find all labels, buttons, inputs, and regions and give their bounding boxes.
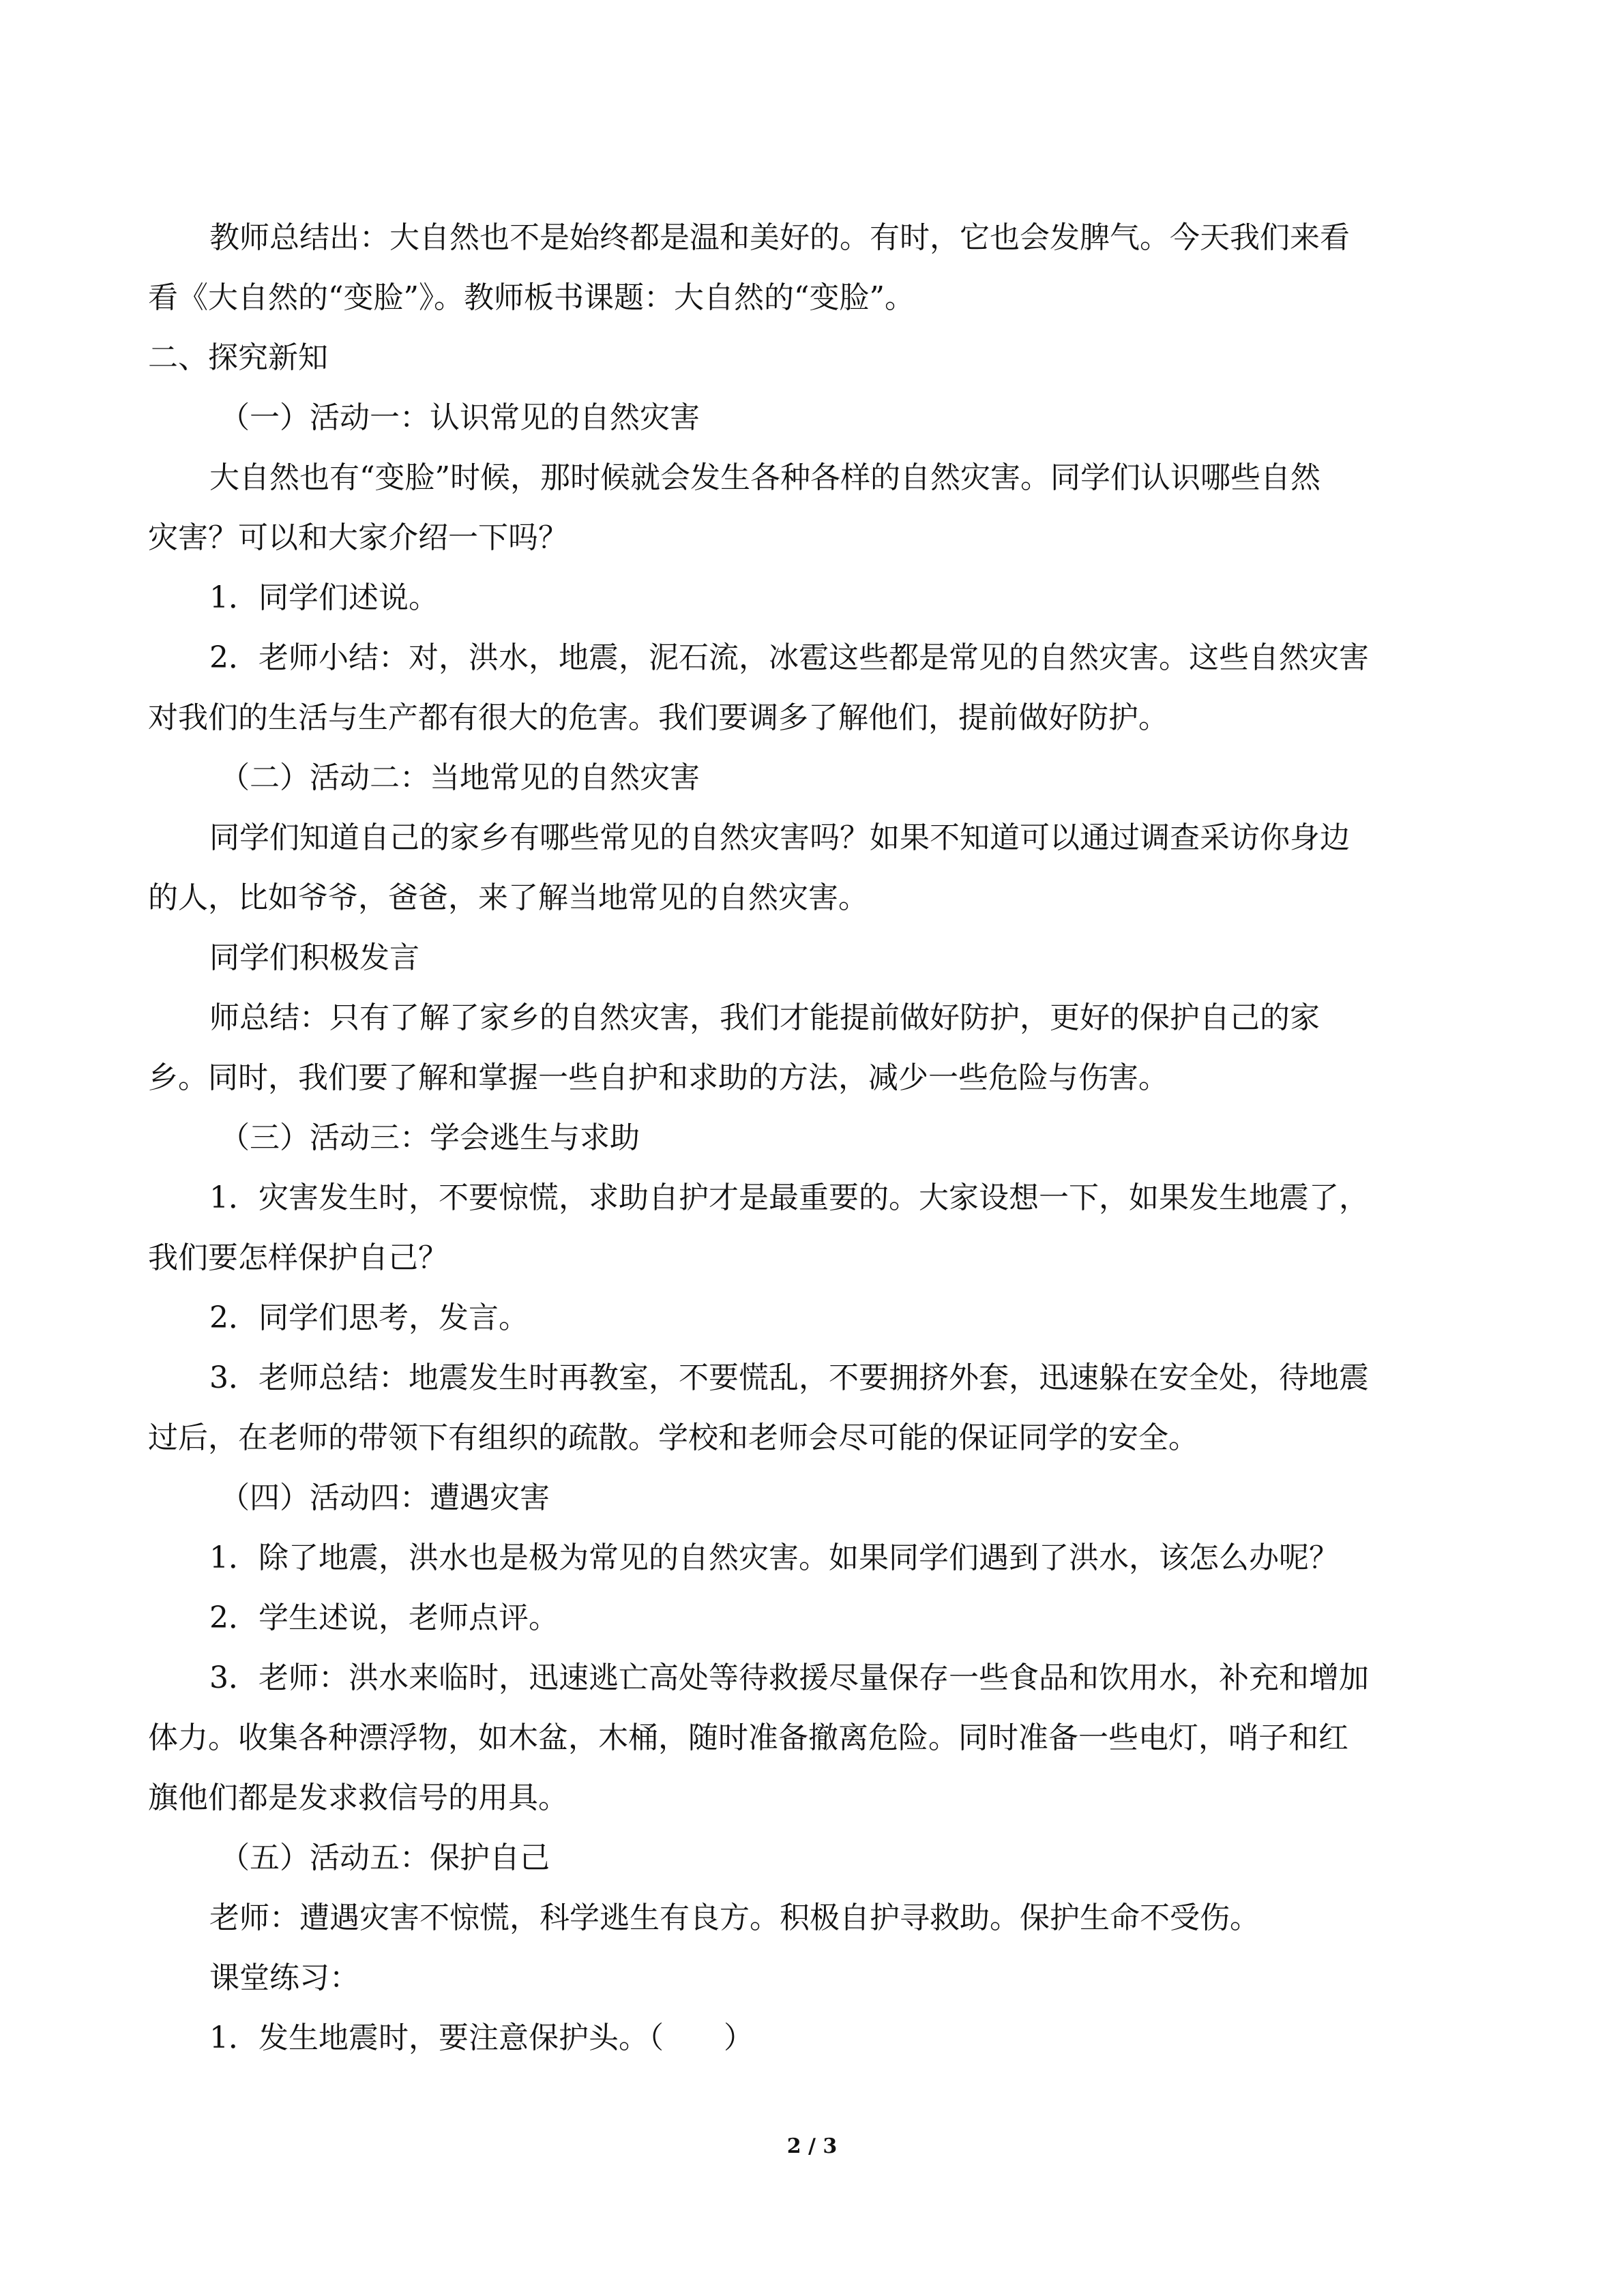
- text-line: 灾害？可以和大家介绍一下吗？: [148, 520, 568, 555]
- text-line: 2．老师小结：对，洪水，地震，泥石流，冰雹这些都是常见的自然灾害。这些自然灾害: [209, 640, 1369, 675]
- text-line: 我们要怎样保护自己？: [148, 1240, 448, 1275]
- text-line: 3．老师总结：地震发生时再教室，不要慌乱，不要拥挤外套，迅速躲在安全处，待地震: [209, 1360, 1369, 1395]
- text-line: （二）活动二：当地常见的自然灾害: [220, 760, 700, 795]
- text-line: 1．同学们述说。: [209, 580, 439, 615]
- text-line: 旗他们都是发求救信号的用具。: [148, 1780, 568, 1815]
- text-line: （三）活动三：学会逃生与求助: [220, 1120, 640, 1155]
- page-number: 2 / 3: [786, 2134, 838, 2158]
- text-line: （五）活动五：保护自己: [220, 1840, 550, 1875]
- text-line: 二、探究新知: [148, 340, 328, 375]
- text-line: （四）活动四：遭遇灾害: [220, 1480, 550, 1515]
- text-line: 乡。同时，我们要了解和掌握一些自护和求助的方法，减少一些危险与伤害。: [148, 1060, 1168, 1095]
- text-line: （一）活动一：认识常见的自然灾害: [220, 400, 700, 435]
- text-line: 3．老师：洪水来临时，迅速逃亡高处等待救援尽量保存一些食品和饮用水，补充和增加: [209, 1660, 1369, 1695]
- text-line: 大自然也有“变脸”时候，那时候就会发生各种各样的自然灾害。同学们认识哪些自然: [209, 460, 1320, 495]
- text-line: 课堂练习：: [209, 1960, 359, 1995]
- text-line: 同学们积极发言: [209, 940, 419, 975]
- text-line: 1．除了地震，洪水也是极为常见的自然灾害。如果同学们遇到了洪水，该怎么办呢？: [209, 1540, 1339, 1575]
- text-line: 2．同学们思考，发言。: [209, 1300, 529, 1335]
- text-line: 同学们知道自己的家乡有哪些常见的自然灾害吗？如果不知道可以通过调查采访你身边: [209, 820, 1350, 855]
- text-line: 老师：遭遇灾害不惊慌，科学逃生有良方。积极自护寻救助。保护生命不受伤。: [209, 1900, 1260, 1935]
- text-line: 1．发生地震时，要注意保护头。（ ）: [209, 2021, 754, 2055]
- text-line: 师总结：只有了解了家乡的自然灾害，我们才能提前做好防护，更好的保护自己的家: [209, 1000, 1320, 1035]
- text-line: 看《大自然的“变脸”》。教师板书课题：大自然的“变脸”。: [148, 280, 915, 315]
- document-body: [148, 208, 1478, 2068]
- text-line: 的人，比如爷爷，爸爸，来了解当地常见的自然灾害。: [148, 880, 868, 915]
- text-line: 教师总结出：大自然也不是始终都是温和美好的。有时，它也会发脾气。今天我们来看: [209, 220, 1350, 255]
- text-line: 2．学生述说，老师点评。: [209, 1600, 559, 1635]
- text-line: 过后，在老师的带领下有组织的疏散。学校和老师会尽可能的保证同学的安全。: [148, 1420, 1198, 1455]
- text-line: 体力。收集各种漂浮物，如木盆，木桶，随时准备撤离危险。同时准备一些电灯，哨子和红: [148, 1720, 1348, 1755]
- text-line: 1．灾害发生时，不要惊慌，求助自护才是最重要的。大家设想一下，如果发生地震了，: [209, 1180, 1369, 1215]
- text-line: 对我们的生活与生产都有很大的危害。我们要调多了解他们，提前做好防护。: [148, 700, 1168, 735]
